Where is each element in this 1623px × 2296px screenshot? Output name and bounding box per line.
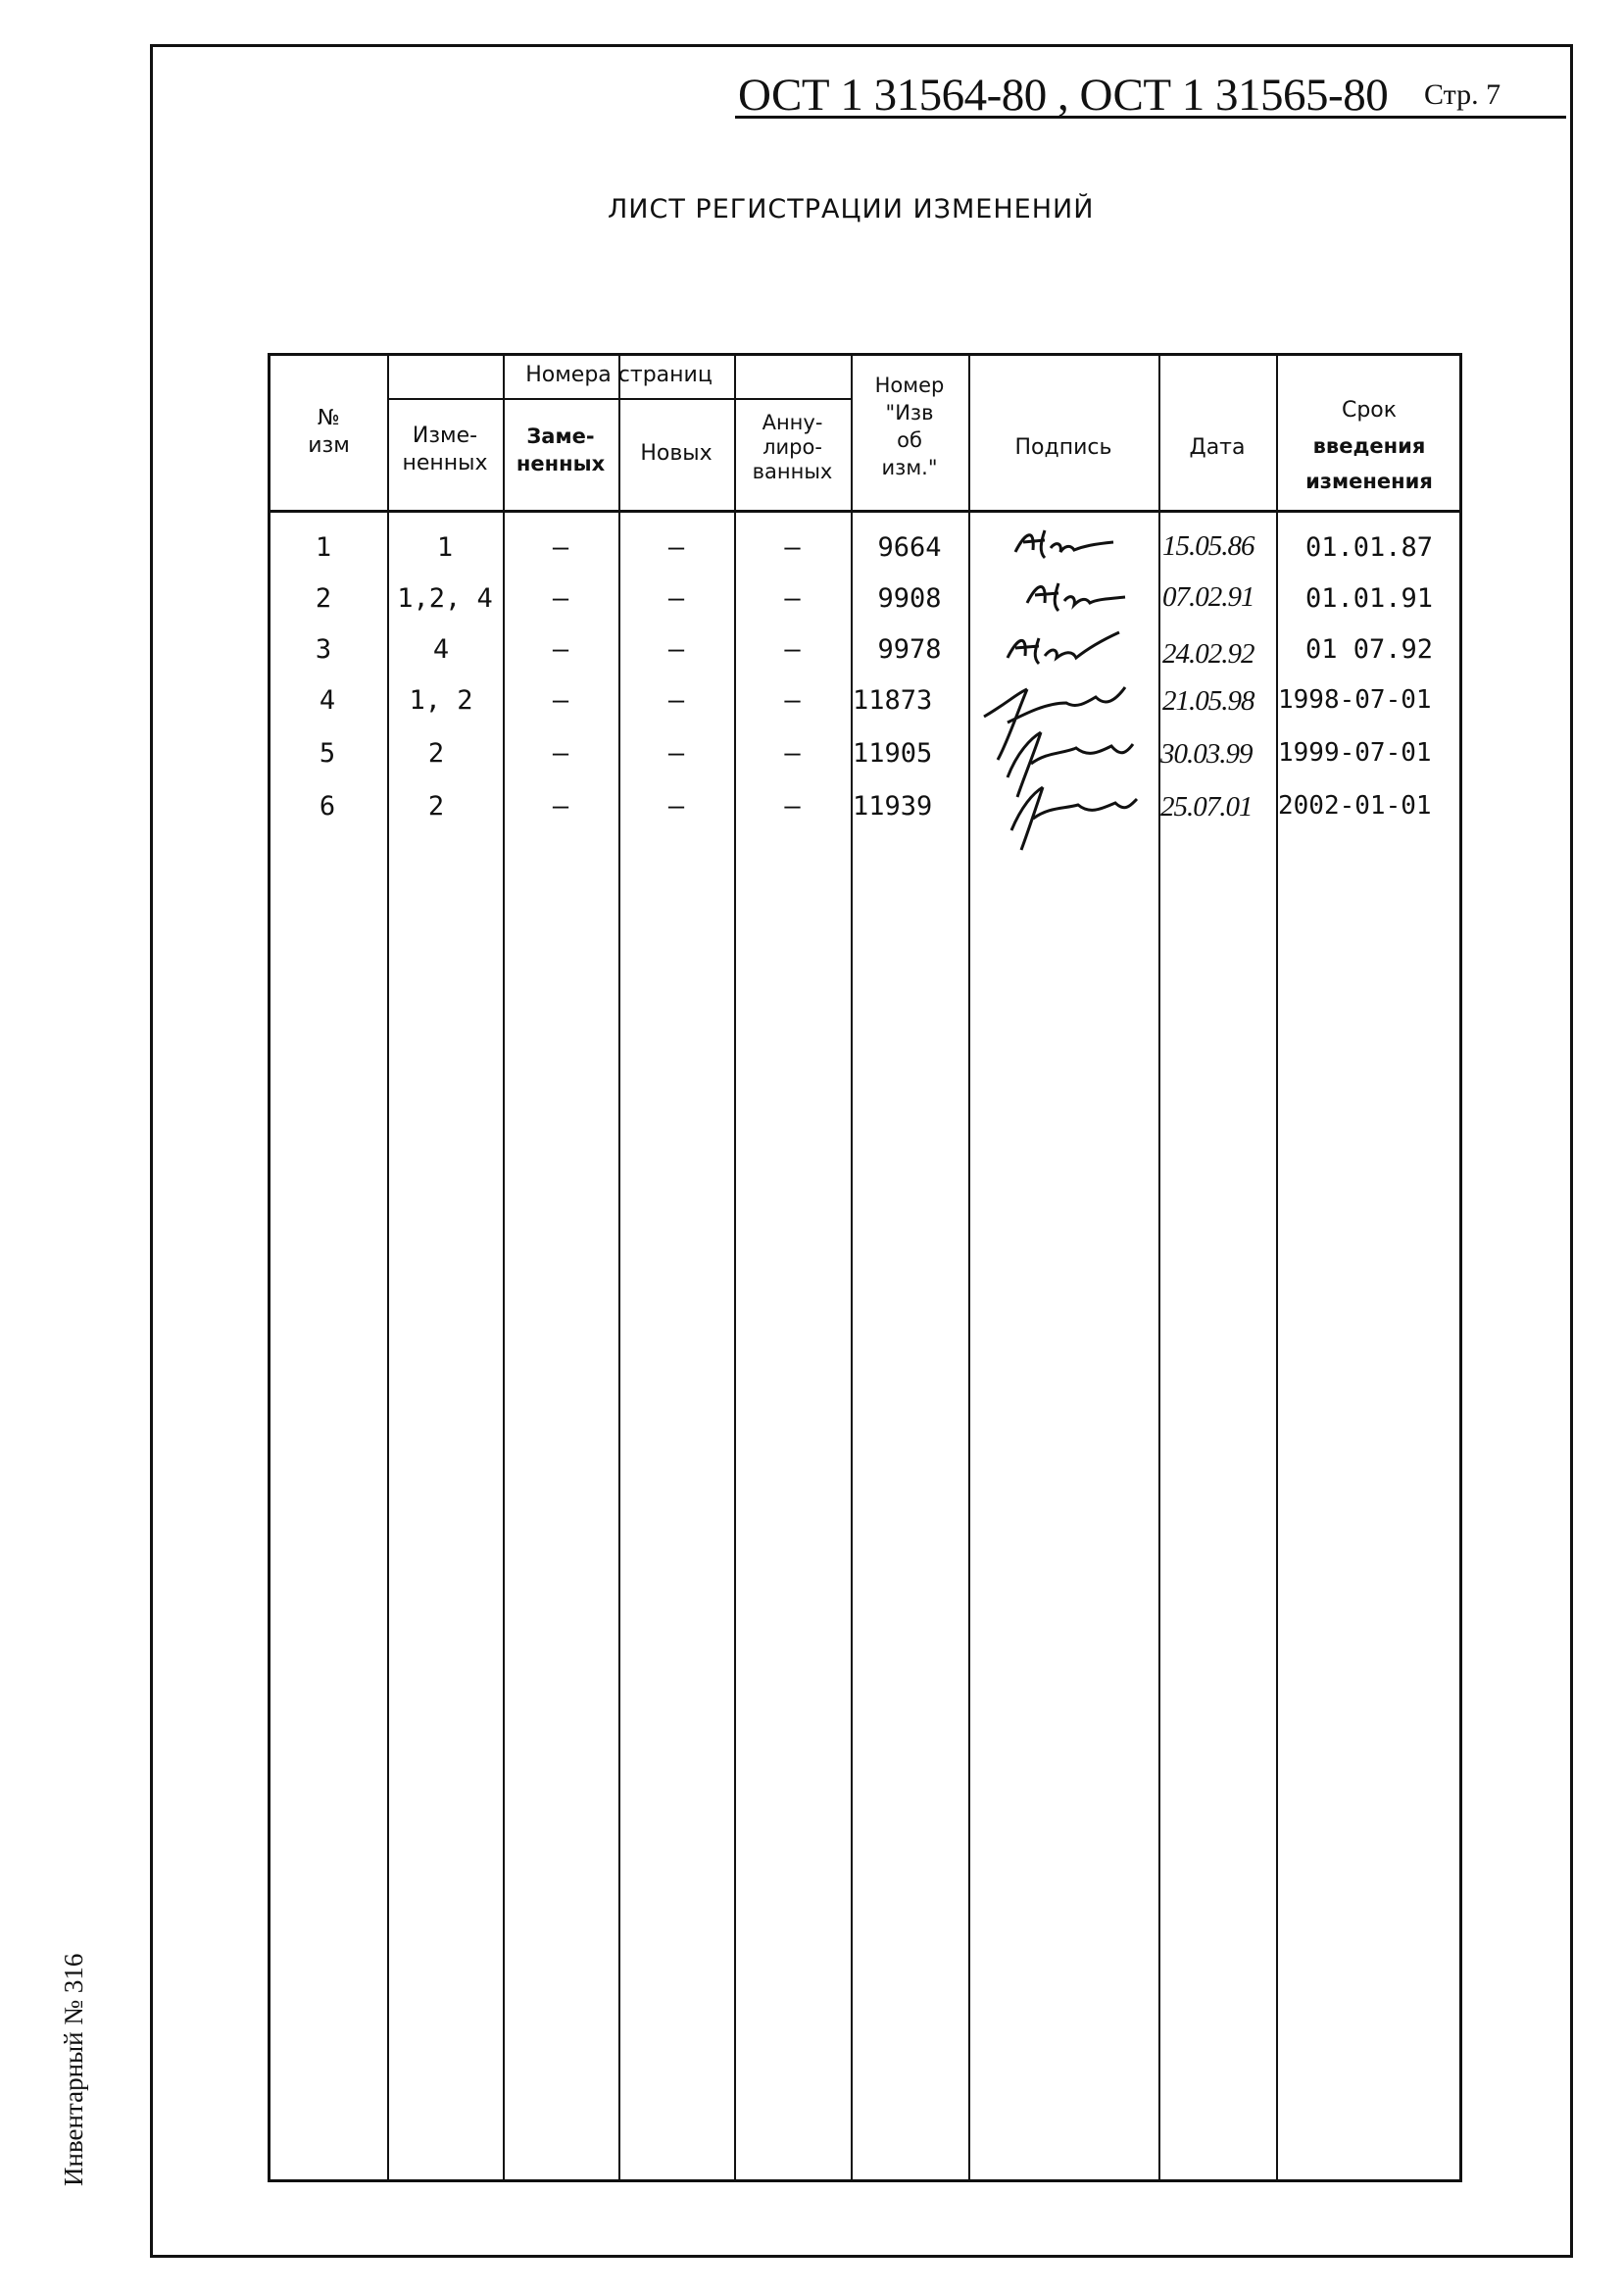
signature-row-3	[1000, 626, 1127, 675]
header-annulled: Анну- лиро- ванных	[752, 411, 833, 483]
row-6-changed: 2	[427, 791, 445, 822]
row-4-date: 21.05.98	[1162, 685, 1254, 717]
row-5-effective: 1999-07-01	[1278, 738, 1432, 768]
header-date: Дата	[1189, 435, 1246, 460]
row-6-annulled: –	[784, 791, 801, 822]
row-5-replaced: –	[552, 738, 569, 769]
change-registration-table	[268, 353, 1462, 2182]
header-changed: Изме- ненных	[402, 424, 488, 475]
row-2-date: 07.02.91	[1162, 581, 1254, 613]
row-5-changed: 2	[427, 738, 445, 769]
row-4-changed: 1, 2	[409, 685, 473, 716]
row-4-no: 4	[319, 685, 336, 716]
document-code: ОСТ 1 31564-80 , ОСТ 1 31565-80	[738, 70, 1389, 121]
row-1-effective: 01.01.87	[1304, 532, 1434, 563]
row-5-new: –	[667, 738, 685, 769]
row-1-notice: 9664	[877, 532, 942, 563]
signature-row-2	[1015, 574, 1133, 623]
header-new: Новых	[640, 441, 713, 466]
inventory-number: Инвентарный № 316	[59, 1953, 88, 2186]
row-5-no: 5	[319, 738, 336, 769]
row-3-effective: 01 07.92	[1304, 634, 1434, 665]
row-6-new: –	[667, 791, 685, 822]
row-1-changed: 1	[436, 532, 454, 563]
document-header	[735, 63, 1566, 119]
row-6-no: 6	[319, 791, 336, 822]
row-2-no: 2	[315, 583, 332, 614]
row-2-changed: 1,2, 4	[397, 583, 493, 614]
row-4-new: –	[667, 685, 685, 716]
header-change-no: № изм	[308, 406, 350, 458]
row-2-annulled: –	[784, 583, 801, 614]
signature-row-1	[1006, 523, 1123, 572]
row-6-effective: 2002-01-01	[1278, 791, 1432, 821]
header-replaced: Заме- ненных	[516, 424, 606, 475]
page-number: Стр. 7	[1424, 78, 1501, 111]
row-2-replaced: –	[552, 583, 569, 614]
header-effective: Срок введения изменения	[1305, 398, 1433, 493]
row-6-date: 25.07.01	[1160, 791, 1253, 823]
row-1-new: –	[667, 532, 685, 563]
row-3-changed: 4	[432, 634, 450, 665]
row-4-annulled: –	[784, 685, 801, 716]
row-6-notice: 11939	[853, 791, 933, 822]
header-signature: Подпись	[1014, 435, 1112, 460]
row-3-replaced: –	[552, 634, 569, 665]
row-5-notice: 11905	[853, 738, 933, 769]
row-3-annulled: –	[784, 634, 801, 665]
row-3-new: –	[667, 634, 685, 665]
row-4-notice: 11873	[853, 685, 933, 716]
row-3-date: 24.02.92	[1162, 638, 1254, 670]
row-4-effective: 1998-07-01	[1278, 685, 1432, 715]
row-5-annulled: –	[784, 738, 801, 769]
signature-row-4-6	[978, 683, 1145, 860]
header-page-numbers: Номера страниц	[525, 363, 713, 387]
sheet-title: ЛИСТ РЕГИСТРАЦИИ ИЗМЕНЕНИЙ	[608, 194, 1095, 225]
row-1-date: 15.05.86	[1162, 530, 1254, 562]
header-notice-no: Номер "Изв об изм."	[874, 374, 945, 479]
row-3-no: 3	[315, 634, 332, 665]
row-3-notice: 9978	[877, 634, 942, 665]
row-1-replaced: –	[552, 532, 569, 563]
row-2-effective: 01.01.91	[1304, 583, 1434, 614]
row-1-annulled: –	[784, 532, 801, 563]
row-1-no: 1	[315, 532, 332, 563]
row-6-replaced: –	[552, 791, 569, 822]
row-2-notice: 9908	[877, 583, 942, 614]
row-4-replaced: –	[552, 685, 569, 716]
row-2-new: –	[667, 583, 685, 614]
row-5-date: 30.03.99	[1160, 738, 1253, 770]
